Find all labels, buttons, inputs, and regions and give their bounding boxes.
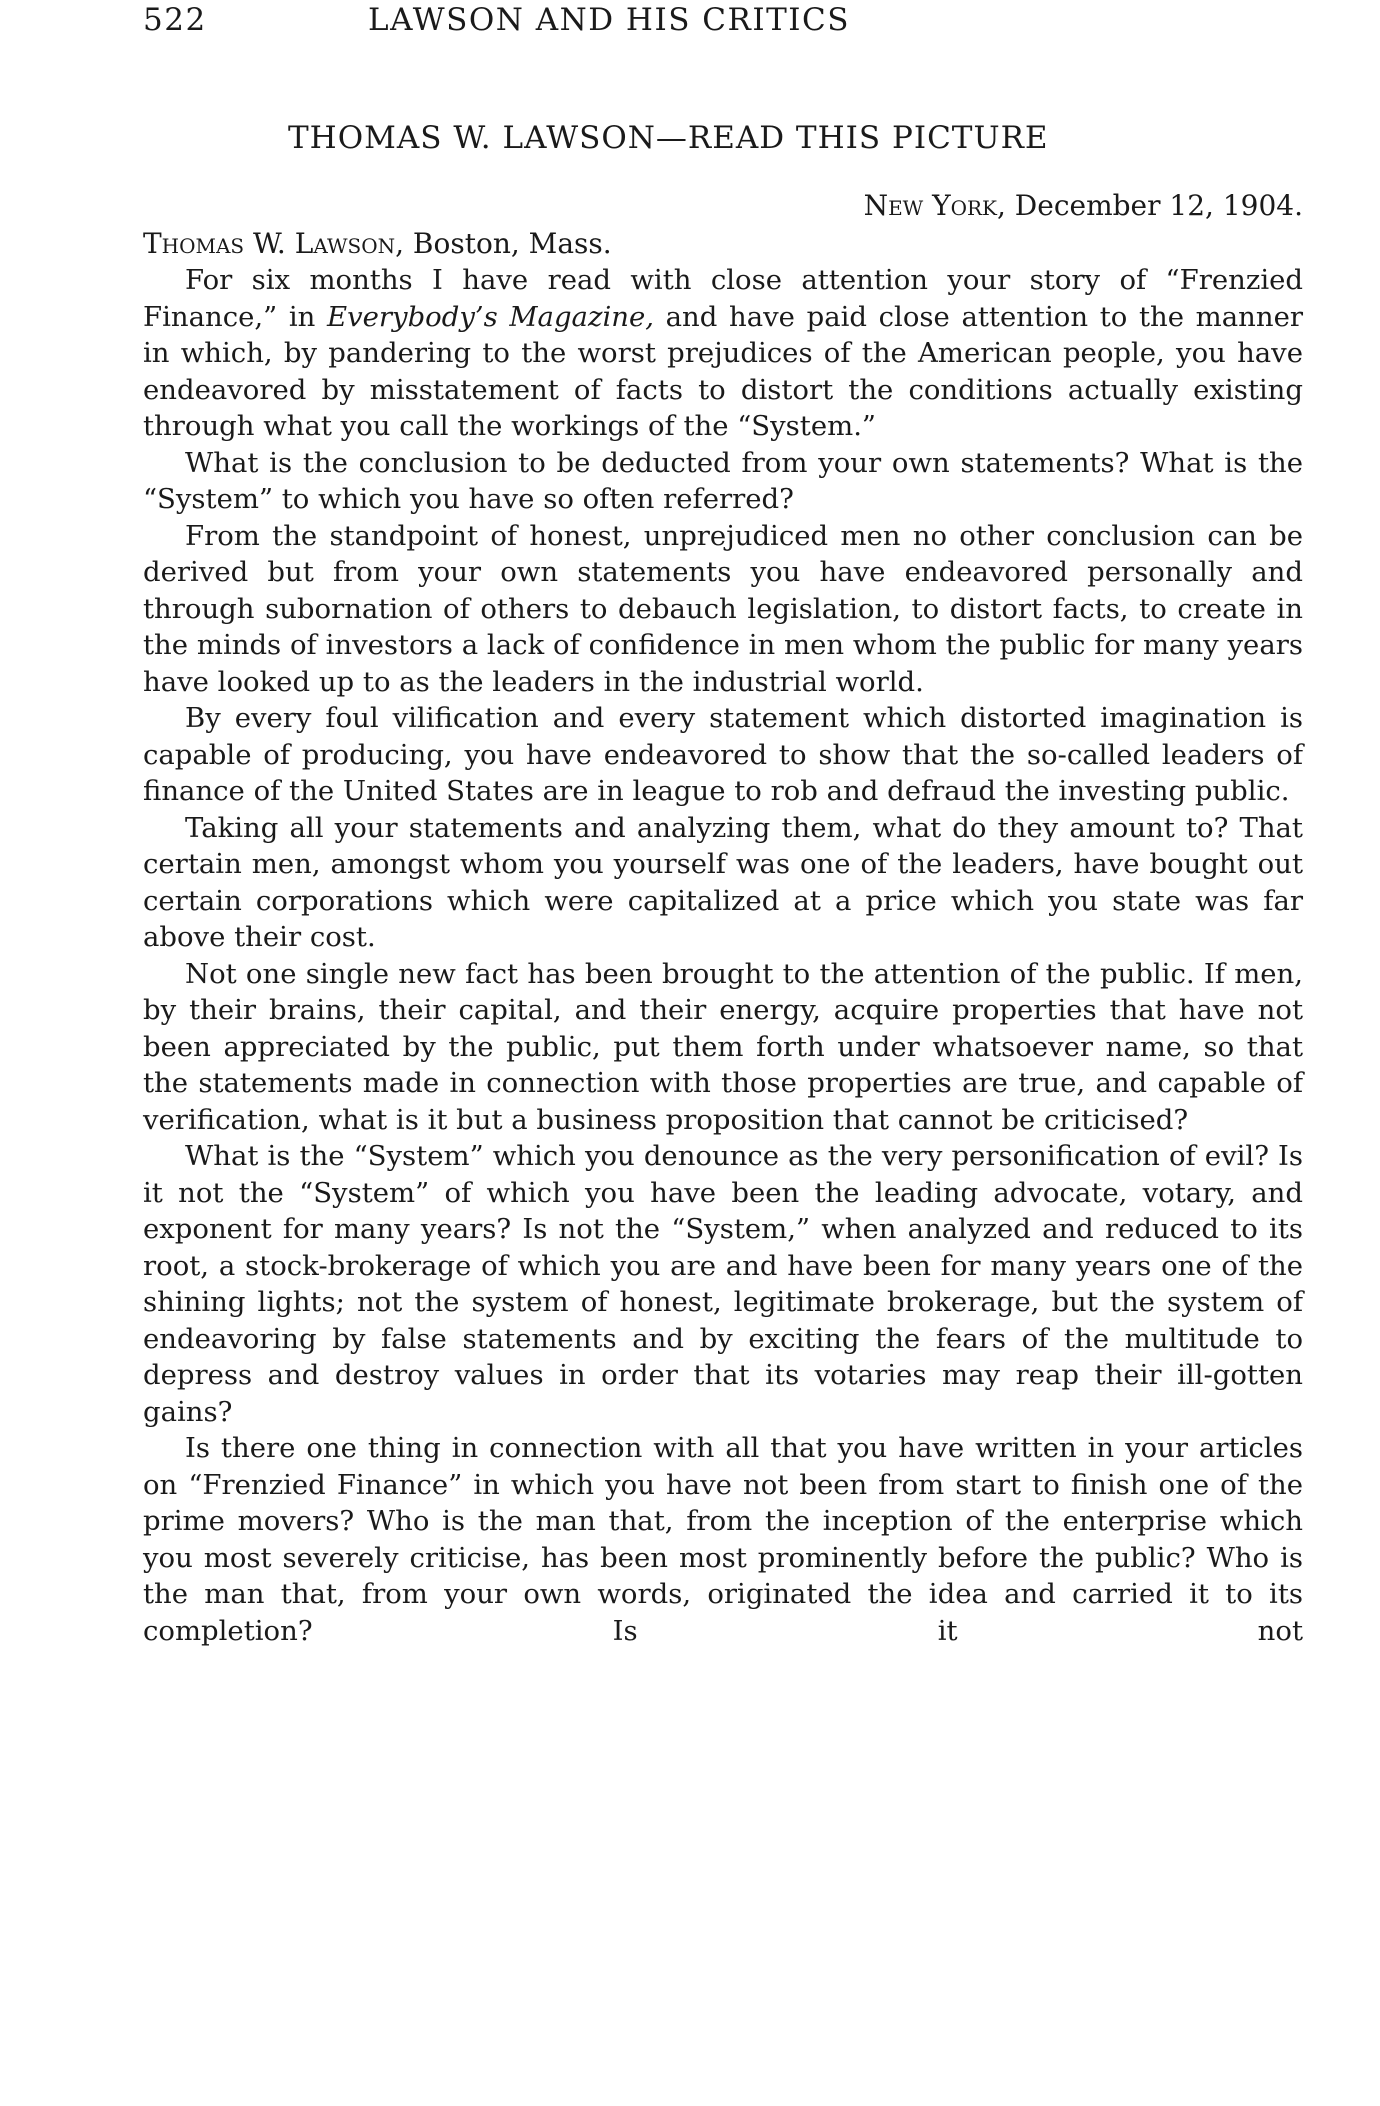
running-title: LAWSON AND HIS CRITICS bbox=[368, 2, 850, 38]
book-page bbox=[143, 0, 1303, 1649]
paragraph-8: Is there one thing in connection with all that you have written in your articles on “Frenzied Finance” in which you have not been from start to finish one of the prime movers? Who is the man that, from the inception of the enterprise which you most severely criticise, has been most prominently before the public? Who is the man that, from your own words, originated the idea and carried it to its completion? Is it not bbox=[143, 1432, 1303, 1647]
letter-salutation bbox=[143, 226, 1303, 262]
paragraph-1: For six months I have read with close attention your story of “Frenzied Finance,” in Everybody’s Magazine, and have paid close attention to the manner in which, by pandering to the worst prejudices of the American people, you have endeavored by misstatement of facts to distort the conditions actually existing through what you call the workings of the “System.” bbox=[143, 264, 1303, 442]
magazine-title: Everybody’s Magazine, bbox=[327, 300, 654, 333]
dateline-date: December 12, 1904. bbox=[1005, 189, 1303, 222]
letter-body bbox=[143, 262, 1303, 1649]
paragraph-7: What is the “System” which you denounce as the very personification of evil? Is it not the “System” of which you have been the leading advocate, votary, and exponent for many years? Is not the “System,” when analyzed and reduced to its root, a stock-brokerage of which you are and have been for many years one of the shining lights; not the system of honest, legitimate brokerage, but the system of endeavoring by false statements and by exciting the fears of the multitude to depress and destroy values in order that its votaries may reap their ill-gotten gains? bbox=[143, 1140, 1303, 1428]
paragraph-3: From the standpoint of honest, unprejudiced men no other conclusion can be derived but from your own statements you have endeavored personally and through subornation of others to debauch legislation, to distort facts, to create in the minds of investors a lack of confidence in men whom the public for many years have looked up to as the leaders in the industrial world. bbox=[143, 519, 1303, 698]
paragraph-4: By every foul vilification and every statement which distorted imagination is capable of producing, you have endeavored to show that the so-called leaders of finance of the United States are in league to rob and defraud the investing public. bbox=[143, 702, 1303, 807]
dateline-city: New York, bbox=[863, 189, 1006, 222]
salutation-name: Thomas W. Lawson, bbox=[143, 227, 405, 260]
letter-dateline bbox=[143, 188, 1303, 224]
paragraph-5: Taking all your statements and analyzing them, what do they amount to? That certain men, amongst whom you yourself was one of the leaders, have bought out certain corporations which were capitalized at a price which you state was far above their cost. bbox=[143, 811, 1303, 953]
running-header bbox=[143, 2, 1303, 50]
article-title: THOMAS W. LAWSON—READ THIS PICTURE bbox=[288, 120, 1049, 156]
salutation-place: Boston, Mass. bbox=[404, 227, 612, 260]
paragraph-2: What is the conclusion to be deducted from your own statements? What is the “System” to which you have so often referred? bbox=[143, 446, 1303, 515]
page-number: 522 bbox=[143, 2, 207, 38]
paragraph-6: Not one single new fact has been brought to the attention of the public. If men, by their brains, their capital, and their energy, acquire properties that have not been appreciated by the public, put them forth under whatsoever name, so that the statements made in connection with those properties are true, and capable of verification, what is it but a business proposition that cannot be criticised? bbox=[143, 957, 1303, 1136]
